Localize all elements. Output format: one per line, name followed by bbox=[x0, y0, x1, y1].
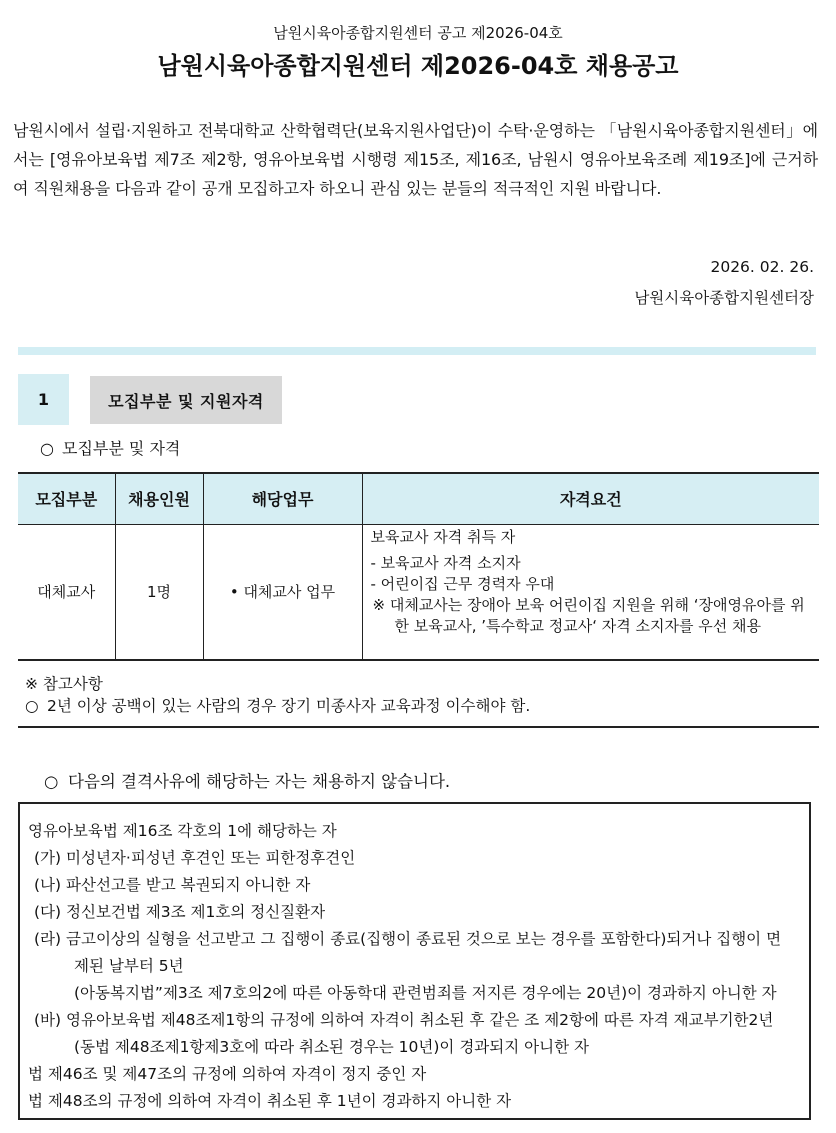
section-bullet-text: 모집부분 및 자격 bbox=[62, 439, 181, 458]
section-divider bbox=[18, 347, 816, 355]
intro-paragraph: 남원시에서 설립·지원하고 전북대학교 산학협력단(보육지원사업단)이 수탁·운영하는 「남원시육아종합지원센터」에서는 [영유아보육법 제7조 제2항, 영유아보육법 시행령 제15조, 제16조, 남원시 영유아보육조례 제19조]에 근거하여 직원채용을 다음과 같이 공개 모집하고자 하오니 관심 있는 분들의 적극적인 지원 바랍니다. bbox=[13, 121, 818, 198]
list-item: (나) 파산선고를 받고 복권되지 아니한 자 bbox=[34, 876, 311, 894]
cell-duty: • 대체교사 업무 bbox=[203, 524, 362, 660]
list-item: (동법 제48조제1항제3호에 따라 취소된 경우는 10년)이 경과되지 아니한 자 bbox=[74, 1038, 589, 1056]
circle-bullet-icon: ○ bbox=[40, 439, 54, 458]
req-head: 보육교사 자격 취득 자 bbox=[370, 527, 516, 546]
reference-text: 2년 이상 공백이 있는 사람의 경우 장기 미종사자 교육과정 이수해야 함. bbox=[47, 697, 531, 715]
list-item: (다) 정신보건법 제3조 제1호의 정신질환자 bbox=[34, 903, 326, 921]
recruitment-table bbox=[18, 472, 819, 661]
reference-item bbox=[25, 694, 530, 716]
horizontal-rule bbox=[18, 726, 819, 728]
cell-requirements bbox=[362, 524, 819, 660]
reference-heading: ※ 참고사항 bbox=[25, 675, 103, 693]
list-item: 법 제48조의 규정에 의하여 자격이 취소된 후 1년이 경과하지 아니한 자 bbox=[28, 1092, 512, 1110]
req-item: - 어린이집 근무 경력자 우대 bbox=[370, 574, 555, 593]
list-item: 제된 날부터 5년 bbox=[74, 957, 184, 975]
list-item: (아동복지법”제3조 제7호의2에 따른 아동학대 관련범죄를 저지른 경우에는 20년)이 경과하지 아니한 자 bbox=[74, 984, 777, 1002]
table-row bbox=[18, 524, 819, 660]
section-number: 1 bbox=[18, 374, 69, 425]
list-item: 영유아보육법 제16조 각호의 1에 해당하는 자 bbox=[28, 822, 337, 840]
req-note: ※ 대체교사는 장애아 보육 어린이집 지원을 위해 ‘장애영유아를 위한 보육교사, ’특수학교 정교사‘ 자격 소지자를 우선 채용 bbox=[372, 595, 805, 635]
header-count: 채용인원 bbox=[115, 473, 203, 524]
circle-bullet-icon: ○ bbox=[25, 697, 39, 715]
cell-category: 대체교사 bbox=[18, 524, 115, 660]
list-item: 법 제46조 및 제47조의 규정에 의하여 자격이 정지 중인 자 bbox=[28, 1065, 427, 1083]
cell-count: 1명 bbox=[115, 524, 203, 660]
header-category: 모집부분 bbox=[18, 473, 115, 524]
disqualification-box bbox=[18, 802, 811, 1120]
disqualification-title bbox=[44, 768, 450, 792]
notice-number: 남원시육아종합지원센터 공고 제2026-04호 bbox=[273, 24, 563, 42]
circle-bullet-icon: ○ bbox=[44, 772, 59, 791]
list-item: (라) 금고이상의 실형을 선고받고 그 집행이 종료(집행이 종료된 것으로 보는 경우를 포함한다)되거나 집행이 면 bbox=[34, 930, 782, 948]
list-item: (가) 미성년자·피성년 후견인 또는 피한정후견인 bbox=[34, 849, 356, 867]
disqualification-title-text: 다음의 결격사유에 해당하는 자는 채용하지 않습니다. bbox=[68, 772, 451, 791]
notice-date: 2026. 02. 26. bbox=[710, 258, 814, 276]
page-title: 남원시육아종합지원센터 제2026-04호 채용공고 bbox=[157, 52, 679, 80]
section-bullet bbox=[40, 436, 180, 459]
list-item: (바) 영유아보육법 제48조제1항의 규정에 의하여 자격이 취소된 후 같은 조 제2항에 따른 자격 재교부기한2년 bbox=[34, 1011, 774, 1029]
table-header-row bbox=[18, 473, 819, 524]
issuer-name: 남원시육아종합지원센터장 bbox=[634, 289, 814, 307]
req-item: - 보육교사 자격 소지자 bbox=[370, 553, 521, 572]
section-title: 모집부분 및 지원자격 bbox=[90, 376, 282, 424]
header-duty: 해당업무 bbox=[203, 473, 362, 524]
header-requirements: 자격요건 bbox=[362, 473, 819, 524]
